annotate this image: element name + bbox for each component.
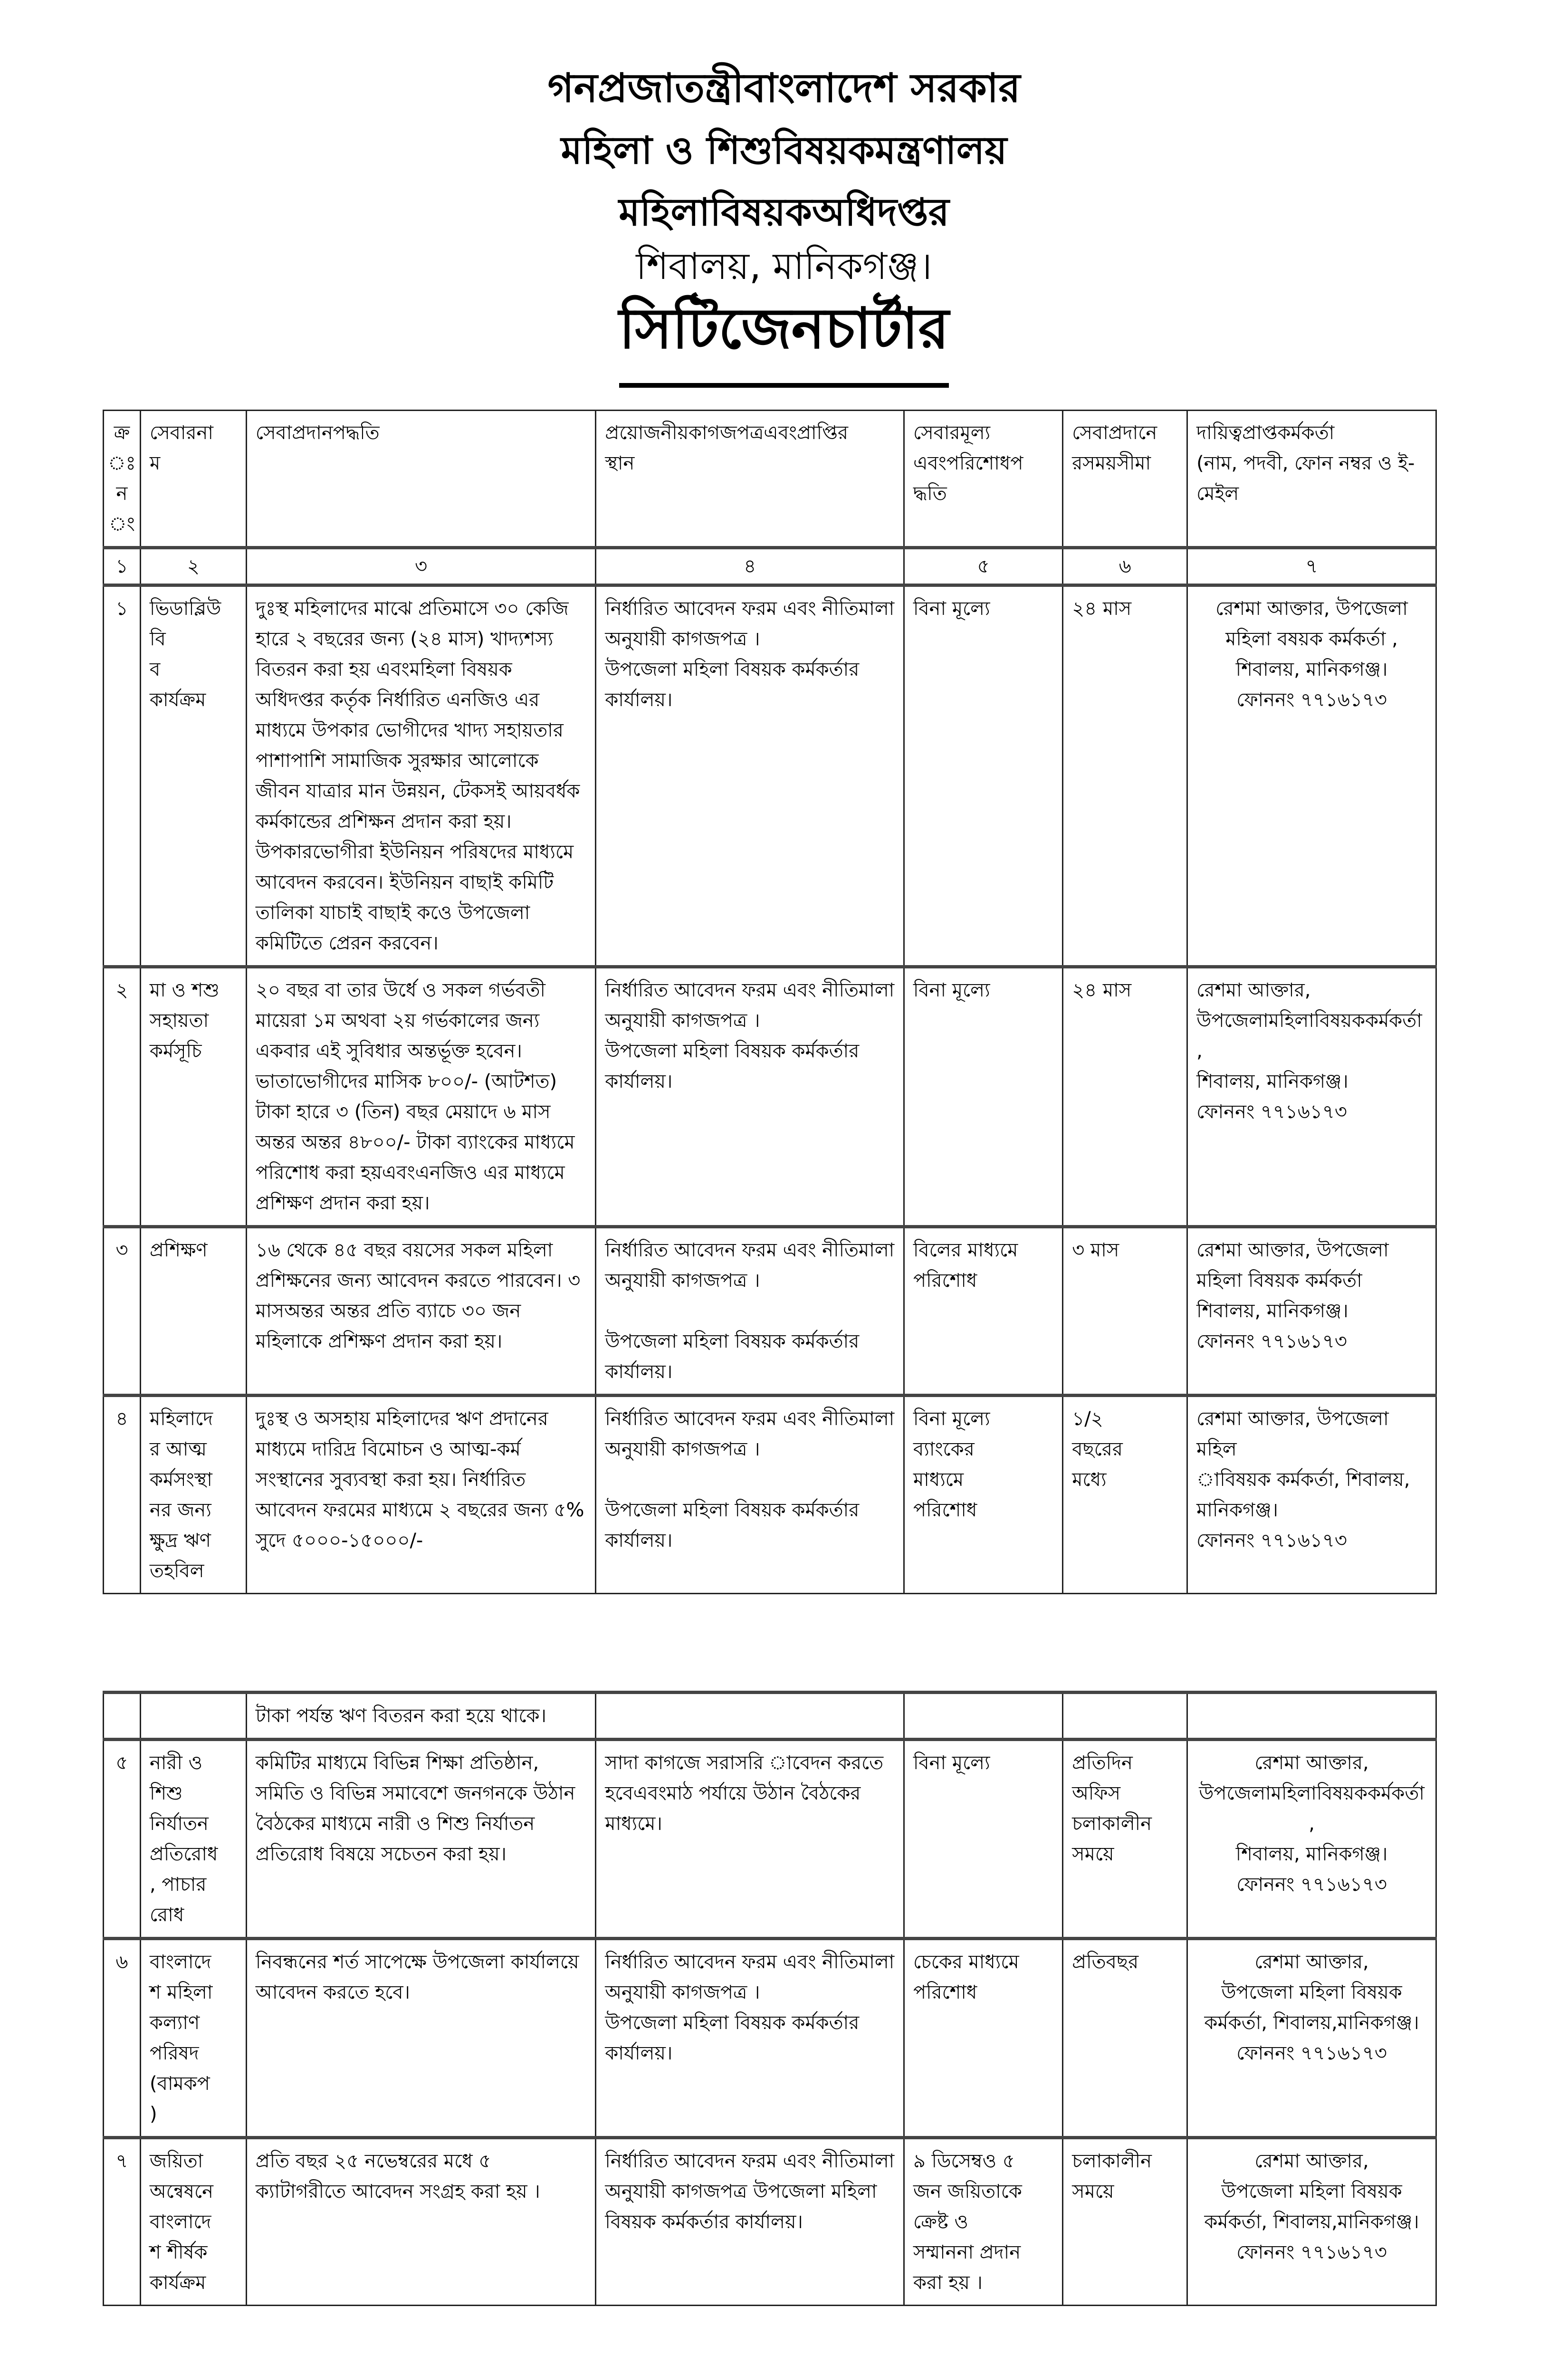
fee-cell: বিনা মূল্যে (904, 967, 1062, 1227)
serial-cell: ৪ (104, 1396, 141, 1594)
fee-cell: বিনা মূল্যে ব্যাংকের মাধ্যমে পরিশোধ (904, 1396, 1062, 1594)
table-row (104, 585, 1436, 967)
serial-cell: ৫ (104, 1740, 141, 1939)
service-method-cell: দুঃস্থ মহিলাদের মাঝে প্রতিমাসে ৩০ কেজি হারে ২ বছরের জন্য (২৪ মাস) খাদ্যশস্য বিতরন করা হয় এবংমহিলা বিষয়ক অধিদপ্তর কর্তৃক নির্ধারিত এনজিও এর মাধ্যমে উপকার ভোগীদের খাদ্য সহায়তার পাশাপাশি সামাজিক সুরক্ষার আলোকে জীবন যাত্রার মান উন্নয়ন, টেকসই আয়বর্ধক কর্মকান্ডের প্রশিক্ষন প্রদান করা হয়। উপকারভোগীরা ইউনিয়ন পরিষদের মাধ্যমে আবেদন করবেন। ইউনিয়ন বাছাই কমিটি তালিকা যাচাই বাছাই কওে উপজেলা কমিটিতে প্রেরন করবেন। (246, 585, 596, 967)
ministry-heading: মহিলা ও শিশুবিষয়কমন্ত্রণালয় (561, 128, 1007, 172)
table-row (104, 1740, 1436, 1939)
fee-cell (904, 1693, 1062, 1740)
department-heading: মহিলাবিষয়কঅধিদপ্তর (619, 190, 949, 234)
fee-cell: চেকের মাধ্যমে পরিশোধ (904, 1939, 1062, 2138)
service-name-cell: ভিডাব্লিউবি ব কার্যক্রম (141, 585, 247, 967)
table-row (104, 967, 1436, 1227)
documents-cell: নির্ধারিত আবেদন ফরম এবং নীতিমালা অনুযায়ী কাগজপত্র । উপজেলা মহিলা বিষয়ক কর্মকর্তার কার্যালয়। (596, 1939, 904, 2138)
documents-cell: নির্ধারিত আবেদন ফরম এবং নীতিমালা অনুযায়ী কাগজপত্র । উপজেলা মহিলা বিষয়ক কর্মকর্তার কার্যালয়। (596, 585, 904, 967)
timeline-cell: প্রতিদিন অফিস চলাকালীন সময়ে (1063, 1740, 1187, 1939)
column-number: ১ (104, 548, 141, 585)
header-fee: সেবারমূল্য এবংপরিশোধপ দ্ধতি (904, 411, 1062, 548)
service-name-cell: মা ও শশু সহায়তা কর্মসূচি (141, 967, 247, 1227)
officer-cell (1187, 1693, 1436, 1740)
officer-cell: রেশমা আক্তার, উপজেলা মহিল াবিষয়ক কর্মকর্তা, শিবালয়, মানিকগঞ্জ। ফোননং ৭৭১৬১৭৩ (1187, 1396, 1436, 1594)
table-header-row (104, 411, 1436, 548)
column-number: ৫ (904, 548, 1062, 585)
fee-cell: বিনা মূল্যে (904, 585, 1062, 967)
service-name-cell: নারী ও শিশু নির্যাতন প্রতিরোধ , পাচার রোধ (141, 1740, 247, 1939)
service-method-cell: টাকা পর্যন্ত ঋণ বিতরন করা হয়ে থাকে। (246, 1693, 596, 1740)
service-name-cell: মহিলাদে র আত্ম কর্মসংস্থা নর জন্য ক্ষুদ্র ঋণ তহবিল (141, 1396, 247, 1594)
service-method-cell: প্রতি বছর ২৫ নভেম্বরের মধে ৫ ক্যাটাগরীতে আবেদন সংগ্রহ করা হয় । (246, 2138, 596, 2306)
service-method-cell: ২০ বছর বা তার উর্ধে ও সকল গর্ভবতী মায়েরা ১ম অথবা ২য় গর্ভকালের জন্য একবার এই সুবিধার অন্তর্ভূক্ত হবেন। ভাতাভোগীদের মাসিক ৮০০/- (আটশত) টাকা হারে ৩ (তিন) বছর মেয়াদে ৬ মাস অন্তর অন্তর ৪৮০০/- টাকা ব্যাংকের মাধ্যমে পরিশোধ করা হয়এবংএনজিও এর মাধ্যমে প্রশিক্ষণ প্রদান করা হয়। (246, 967, 596, 1227)
fee-cell: বিনা মূল্যে (904, 1740, 1062, 1939)
timeline-cell: ২৪ মাস (1063, 967, 1187, 1227)
column-number: ৬ (1063, 548, 1187, 585)
table-row (104, 1227, 1436, 1396)
header-timeline: সেবাপ্রদানে রসময়সীমা (1063, 411, 1187, 548)
document-title (0, 285, 1568, 388)
documents-cell: নির্ধারিত আবেদন ফরম এবং নীতিমালা অনুযায়ী কাগজপত্র । উপজেলা মহিলা বিষয়ক কর্মকর্তার কার্যালয়। (596, 1227, 904, 1396)
column-number: ৭ (1187, 548, 1436, 585)
officer-cell: রেশমা আক্তার, উপজেলা মহিলা বষয়ক কর্মকর্তা , শিবালয়, মানিকগঞ্জ। ফোননং ৭৭১৬১৭৩ (1187, 585, 1436, 967)
service-name-cell: জয়িতা অন্বেষনে বাংলাদে শ শীর্ষক কার্যক্রম (141, 2138, 247, 2306)
fee-cell: বিলের মাধ্যমে পরিশোধ (904, 1227, 1062, 1396)
officer-cell: রেশমা আক্তার, উপজেলামহিলাবিষয়ককর্মকর্তা, শিবালয়, মানিকগঞ্জ। ফোননং ৭৭১৬১৭৩ (1187, 1740, 1436, 1939)
service-name-cell (141, 1693, 247, 1740)
government-heading: গনপ্রজাতন্ত্রীবাংলাদেশ সরকার (547, 65, 1021, 111)
serial-cell: ৩ (104, 1227, 141, 1396)
header-documents: প্রয়োজনীয়কাগজপত্রএবংপ্রাপ্তির স্থান (596, 411, 904, 548)
timeline-cell: প্রতিবছর (1063, 1939, 1187, 2138)
table-row (104, 1396, 1436, 1594)
column-number: ২ (141, 548, 247, 585)
service-method-cell: কমিটির মাধ্যমে বিভিন্ন শিক্ষা প্রতিষ্ঠান, সমিতি ও বিভিন্ন সমাবেশে জনগনকে উঠান বৈঠকের মাধ্যমে নারী ও শিশু নির্যাতন প্রতিরোধ বিষয়ে সচেতন করা হয়। (246, 1740, 596, 1939)
serial-cell: ৭ (104, 2138, 141, 2306)
officer-cell: রেশমা আক্তার, উপজেলা মহিলা বিষয়ক কর্মকর্তা, শিবালয়,মানিকগঞ্জ। ফোননং ৭৭১৬১৭৩ (1187, 2138, 1436, 2306)
header-service-method: সেবাপ্রদানপদ্ধতি (246, 411, 596, 548)
officer-cell: রেশমা আক্তার, উপজেলা মহিলা বিষয়ক কর্মকর্তা শিবালয়, মানিকগঞ্জ। ফোননং ৭৭১৬১৭৩ (1187, 1227, 1436, 1396)
table-row (104, 2138, 1436, 2306)
service-name-cell: বাংলাদে শ মহিলা কল্যাণ পরিষদ (বামকপ ) (141, 1939, 247, 2138)
timeline-cell: চলাকালীন সময়ে (1063, 2138, 1187, 2306)
service-method-cell: দুঃস্থ ও অসহায় মহিলাদের ঋণ প্রদানের মাধ্যমে দারিদ্র বিমোচন ও আত্ম-কর্ম সংস্থানের সুব্যবস্থা করা হয়। নির্ধারিত আবেদন ফরমের মাধ্যমে ২ বছরের জন্য ৫% সুদে ৫০০০-১৫০০০/- (246, 1396, 596, 1594)
service-method-cell: নিবন্ধনের শর্ত সাপেক্ষে উপজেলা কার্যালয়ে আবেদন করতে হবে। (246, 1939, 596, 2138)
serial-cell: ২ (104, 967, 141, 1227)
column-number: ৩ (246, 548, 596, 585)
header-serial: ক্র ঃ ন ং (104, 411, 141, 548)
column-number-row (104, 548, 1436, 585)
serial-cell: ১ (104, 585, 141, 967)
citizen-charter-title: সিটিজেনচার্টার (619, 285, 949, 388)
column-number: ৪ (596, 548, 904, 585)
documents-cell (596, 1693, 904, 1740)
table-row (104, 1939, 1436, 2138)
timeline-cell: ৩ মাস (1063, 1227, 1187, 1396)
citizen-charter-table-continued (103, 1691, 1437, 2306)
officer-cell: রেশমা আক্তার, উপজেলামহিলাবিষয়ককর্মকর্তা, শিবালয়, মানিকগঞ্জ। ফোননং ৭৭১৬১৭৩ (1187, 967, 1436, 1227)
header-officer: দায়িত্বপ্রাপ্তকর্মকর্তা (নাম, পদবী, ফোন নম্বর ও ই- মেইল (1187, 411, 1436, 548)
documents-cell: নির্ধারিত আবেদন ফরম এবং নীতিমালা অনুযায়ী কাগজপত্র । উপজেলা মহিলা বিষয়ক কর্মকর্তার কার্যালয়। (596, 967, 904, 1227)
table-row-continuation (104, 1693, 1436, 1740)
location-heading: শিবালয়, মানিকগঞ্জ। (636, 245, 932, 288)
officer-cell: রেশমা আক্তার, উপজেলা মহিলা বিষয়ক কর্মকর্তা, শিবালয়,মানিকগঞ্জ। ফোননং ৭৭১৬১৭৩ (1187, 1939, 1436, 2138)
documents-cell: সাদা কাগজে সরাসরি াবেদন করতে হবেএবংমাঠ পর্যায়ে উঠান বৈঠকের মাধ্যমে। (596, 1740, 904, 1939)
service-method-cell: ১৬ থেকে ৪৫ বছর বয়সের সকল মহিলা প্রশিক্ষনের জন্য আবেদন করতে পারবেন। ৩ মাসঅন্তর অন্তর প্রতি ব্যাচে ৩০ জন মহিলাকে প্রশিক্ষণ প্রদান করা হয়। (246, 1227, 596, 1396)
fee-cell: ৯ ডিসেম্বও ৫ জন জয়িতাকে ক্রেষ্ট ও সম্মাননা প্রদান করা হয় । (904, 2138, 1062, 2306)
citizen-charter-table (103, 410, 1437, 1594)
documents-cell: নির্ধারিত আবেদন ফরম এবং নীতিমালা অনুযায়ী কাগজপত্র । উপজেলা মহিলা বিষয়ক কর্মকর্তার কার্যালয়। (596, 1396, 904, 1594)
timeline-cell: ১/২ বছরের মধ্যে (1063, 1396, 1187, 1594)
header-service-name: সেবারনা ম (141, 411, 247, 548)
timeline-cell: ২৪ মাস (1063, 585, 1187, 967)
serial-cell: ৬ (104, 1939, 141, 2138)
documents-cell: নির্ধারিত আবেদন ফরম এবং নীতিমালা অনুযায়ী কাগজপত্র উপজেলা মহিলা বিষয়ক কর্মকর্তার কার্যালয়। (596, 2138, 904, 2306)
service-name-cell: প্রশিক্ষণ (141, 1227, 247, 1396)
timeline-cell (1063, 1693, 1187, 1740)
serial-cell (104, 1693, 141, 1740)
